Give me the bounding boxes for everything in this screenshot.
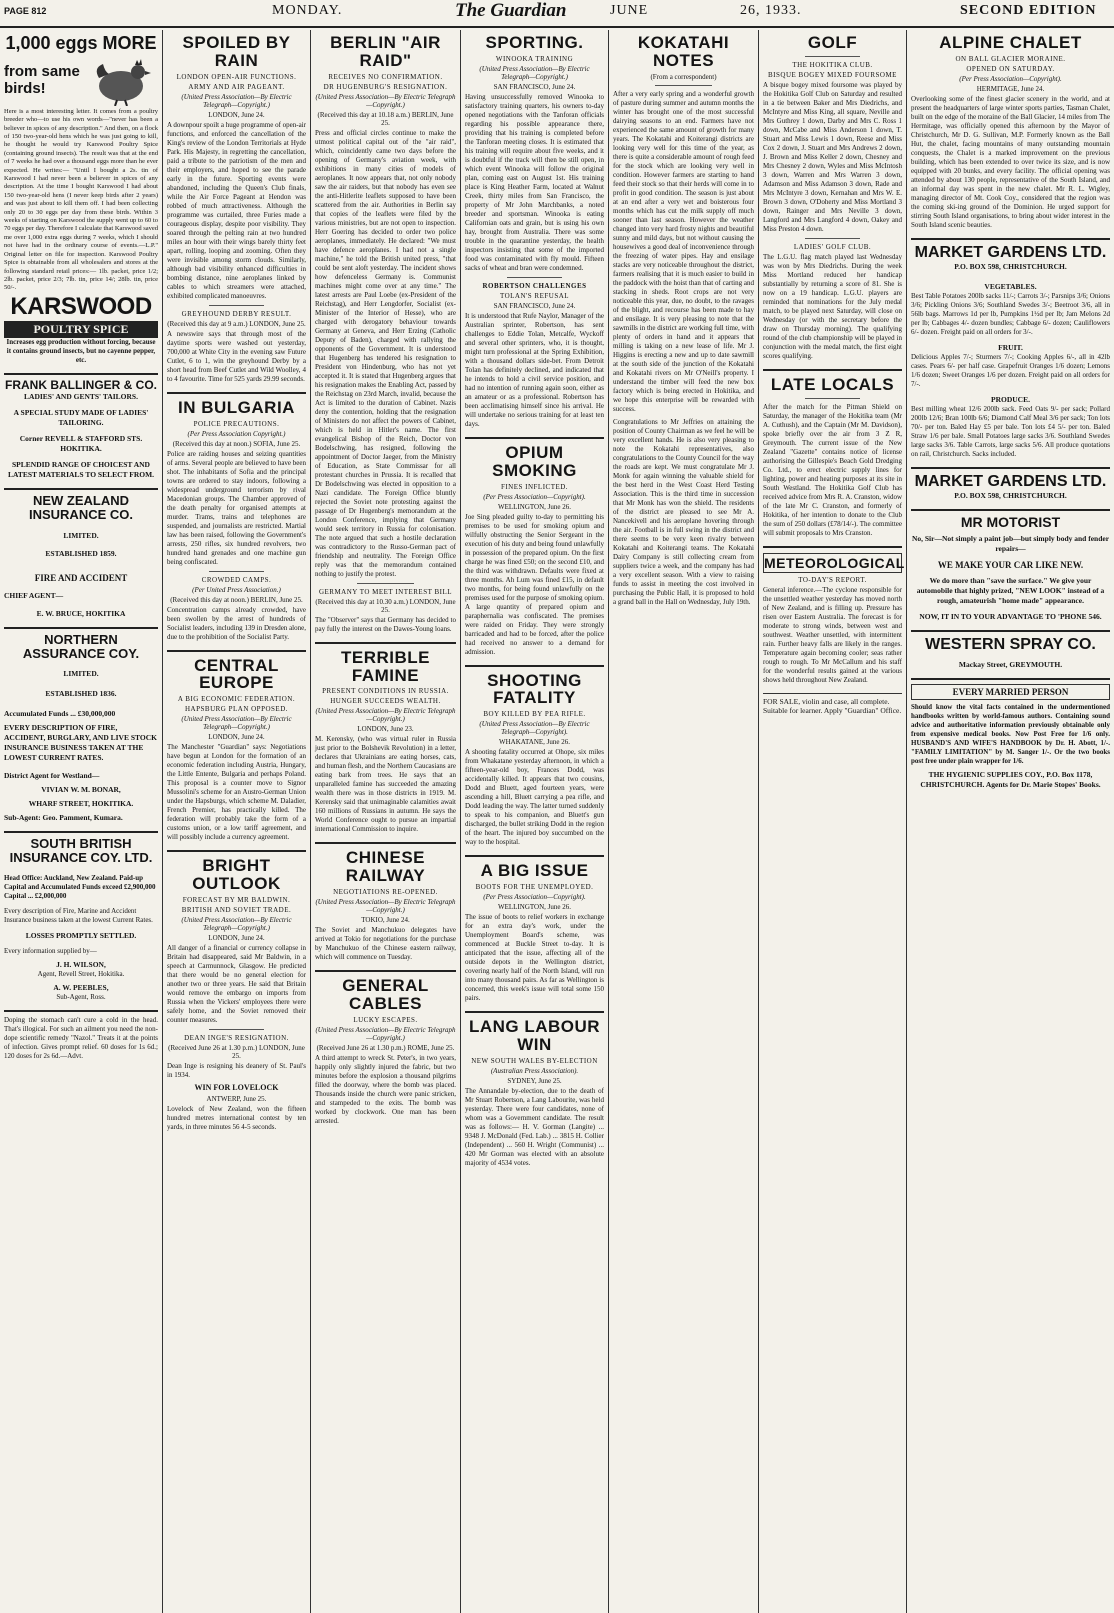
column-5: [608, 30, 758, 1613]
divider: [315, 842, 456, 844]
column-4: [460, 30, 608, 1613]
article-alpine-chalet: [911, 34, 1110, 230]
credit-line: (Australian Press Association).: [490, 1066, 579, 1075]
article-a-big-issue: [465, 862, 604, 1003]
dateline: SYDNEY, June 25.: [507, 1076, 562, 1085]
headline: GOLF: [807, 33, 858, 52]
ballinger-line-3: Corner REVELL & STAFFORD STS. HOKITIKA.: [19, 433, 143, 453]
credit-line: (United Press Association—By Electric Telegraph—Copyright.): [315, 1025, 456, 1042]
ballinger-line-4: SPLENDID RANGE OF CHOICEST AND LATEST MATERIALS TO SELECT FROM.: [7, 459, 155, 479]
article-golf: [763, 34, 902, 361]
credit-line: (Per Press Association—Copyright).: [483, 893, 586, 902]
column-1: [0, 30, 162, 1613]
divider: [805, 56, 861, 57]
dateline: (Received June 26 at 1.30 p.m.) LONDON, June 25.: [168, 1043, 305, 1060]
divider: [655, 85, 711, 86]
subheading: HAPSBURG PLAN OPPOSED.: [185, 705, 288, 714]
mr-motorist-body: No, Sir—Not simply a paint job—but simply body and fender repairs—: [911, 534, 1110, 554]
subheading: HUNGER SUCCEEDS WEALTH.: [330, 697, 441, 706]
headline: SHOOTING FATALITY: [487, 670, 582, 708]
northern-assurance-ad: [4, 627, 158, 828]
article-body: Dean Inge is resigning his deanery of St. Paul's in 1934.: [167, 1061, 306, 1079]
eggs-body: Here is a most interesting letter. It comes from a poultry breeder who—to use his own words—"never has been a believer in spices of any description." And then, on a flock of 150 two-year-old hens which he was just going to kill, he thought he would try Karswood Poultry Spice (containing ground insects). The result was that at the end of 7 weeks he had over a thousand eggs more than he ever expected. He writes:— "Until I bought a 2s. tin of Karswood I had never been a believer in spices of any description. At the time I bought Karswood I had about 150 two-year-old hens (I never keep birds after 2 years) and was just about to kill them off. I had been collecting only 20 to 30 eggs per day from these birds. Within 3 weeks of starting on Karswood the supply went up to 60 to 70 eggs per day. Therefore I calculate that Karswood saved me over 1,000 extra eggs during 7 weeks, which I should not have had in the ordinary course of events.—L.P." Original letter on file for inspection. Karswood Poultry Spice is obtainable from all wholesalers and stores at the following standard retail prices:— 1lb. packet, price 1/2; 2lb. packet, price 2/3; 7lb. tin, price 14/; 28lb. tin, price 50/-.: [4, 107, 158, 292]
headline: SPORTING.: [485, 33, 584, 52]
dateline: LONDON, June 23.: [357, 725, 414, 734]
nz-insurance-line-4: CHIEF AGENT—: [4, 590, 64, 600]
hen-illustration-icon: [91, 56, 151, 106]
south-british-line-1: Head Office: Auckland, New Zealand. Paid-up Capital and Accumulated Funds exceed £2,900,000 Capital ... £2,000,000: [4, 873, 156, 900]
article-chinese-railway: [315, 849, 456, 962]
married-person-ad: [911, 678, 1110, 794]
article-body: Joe Sing pleaded guilty to-day to permitting his premises to be used for smoking opium and wilfully obstructing the Senior Sergeant in the execution of his duty and being found unlawfully in possession of the prepared opium. On the first charge he was fined £50; on the second £10, and the third was withdrawn. Defaults were fixed at three months. Ah Lum was fined £15, in default two months, for being found unlawfully on the premises used for the purpose of smoking opium. A large quantity of prepared opium and paraphernalia was confiscated. The premises were raided on Friday. They were strongly barricaded and had to be forced, after the police had received no answer to a demand for admission.: [465, 512, 604, 656]
subheading: LUCKY ESCAPES.: [353, 1015, 418, 1024]
article-body: General inference.—The cyclone responsible for the unsettled weather yesterday has moved north of New Zealand, and is filling up. Pressure has risen over Eastern Australia. The forecast is for moderate to strong winds, between west and southwest. Weather unsettled, with intermittent rain. Further heavy falls are likely in the ranges. Temperature again becoming cooler; seas rather rough to rough. To Mr McCallum and his staff for the wonderful results gained at the various shows held throughout New Zealand.: [763, 586, 902, 685]
subheading: TOLAN'S REFUSAL: [499, 291, 570, 300]
article-shooting-fatality: [465, 672, 604, 848]
credit-line: (United Press Association—By Electric Telegraph—Copyright.): [181, 92, 292, 109]
article-bright-outlook: [167, 857, 306, 1132]
masthead-month: JUNE: [610, 3, 649, 18]
karswood-spice-banner: POULTRY SPICE: [4, 321, 158, 338]
headline: ALPINE CHALET: [939, 33, 1082, 52]
credit-line: (Per Press Association—Copyright).: [483, 492, 586, 501]
married-person-footer: THE HYGIENIC SUPPLIES COY., P.O. Box 1178, CHRISTCHURCH. Agents for Dr. Marie Stopes' Books.: [920, 770, 1101, 790]
credit-line: (United Press Association—By Electric Telegraph—Copyright.): [181, 915, 292, 932]
dateline: (Received this day at 9 a.m.) LONDON, June 25.: [167, 319, 306, 328]
article-body: The Soviet and Manchukuo delegates have arrived at Tokio for negotiations for the purchase by Manchukuo of the Chinese eastern railway, which will commence on Tuesday.: [315, 926, 456, 962]
subheading: POLICE PRECAUTIONS.: [193, 419, 280, 428]
article-body: A bisque bogey mixed foursome was played by the Hokitika Golf Club on Saturday and resulted in a tie between Baker and Mrs Diedrichs, and McIntyre and Miss King, all square, Neville and Mrs Guthrey 1 down, Darby and Mrs C. Ross 1 down, McCabe and Miss Anderson 1 down, T. Stuart and Miss Lewis 1 down, Reese and Miss Cox 2 down, J. Stuart and Mrs Andrews 2 down, J. Brown and Miss Keller 2 down, Chesney and Mrs Chesney 2 down, Wyles and Miss McIntosh 3 down, Warren and Mrs Warren 3 down, Adamson and Miss Adamson 3 down, Rade and Mrs McIntyre 3 down, Kernahan and Mrs W. E. Brown 3 down, O'Doherty and Miss Mortland 3 down, Rainger and Mrs Neville 3 down, Langford and Mrs Langford 4 down, Oakey and Miss Preston 4 down.: [763, 80, 902, 233]
subheading: WINOOKA TRAINING: [495, 54, 574, 63]
western-spray-name: WESTERN SPRAY CO.: [925, 636, 1096, 654]
headline: BRIGHT OUTLOOK: [192, 856, 281, 894]
article-body: After the match for the Pitman Shield on Saturday, the manager of the Hokitika team (Mr A. Cuthush), and the Captain (Mr M. Davidson), spoke briefly over the air from 3 Z R, Greymouth. The current issue of the New Zealand "Gazette" contains notice of license authorising the Gillespie's Beach Gold Dredging Co. Ltd., to erect electric supply lines for lighting, power and heating purposes at its site in South Westland. The Hokitika Golf Club has received advice from Mrs R. A. Cranston, widow of the late Mr C. Cranston, and formerly of Hokitika, of her intention to donate to the Club the sum of 250 dollars (£78/14/-). The committee will submit proposals to Mrs Cranston.: [763, 402, 902, 537]
divider: [167, 850, 306, 852]
northern-name: NORTHERN ASSURANCE COY.: [22, 631, 140, 661]
masthead-date: 26, 1933.: [740, 3, 802, 18]
dateline: LONDON, June 24.: [208, 110, 265, 119]
south-british-line-4: Every information supplied by—: [4, 946, 97, 955]
credit-line: (United Press Association—By Electric Telegraph—Copyright.): [479, 64, 590, 81]
northern-line-4: EVERY DESCRIPTION OF FIRE, ACCIDENT, BURGLARY, AND LIVE STOCK INSURANCE BUSINESS TAKEN AT THE LOWEST CURRENT RATES.: [4, 723, 157, 763]
northern-line-2: ESTABLISHED 1836.: [45, 689, 117, 699]
subheading: ARMY AND AIR PAGEANT.: [188, 82, 285, 91]
headline: LANG LABOUR WIN: [468, 1017, 601, 1054]
columns: [0, 30, 1114, 1613]
subheading: DEAN INGE'S RESIGNATION.: [184, 1033, 289, 1042]
mr-motorist-ad: [911, 509, 1110, 626]
south-british-ad: [4, 831, 158, 1006]
subheading: BOOTS FOR THE UNEMPLOYED.: [475, 883, 594, 892]
subheading: GREYHOUND DERBY RESULT.: [181, 309, 292, 318]
dateline: (Received this day at noon.) BERLIN, June 25.: [170, 595, 303, 604]
column-3: [310, 30, 460, 1613]
divider: [209, 305, 265, 306]
article-body: Police are raiding houses and seizing quantities of arms. Several people are believed to have been shot. The inhabitants of Sofia and the principal towns are ordered to stay indoors, following a widespread underground terrorism by rival Macedonian groups. The Chamber approved of the death penalty for organised attempts at murder. Trams, trains and telephones are suspended, and journalists are restricted. Martial law has been raised, following the Government's arrests, 250 rifles, six hundred revolvers, two hundred hand grenades and one machine gun being confiscated.: [167, 449, 306, 566]
column-2: [162, 30, 310, 1613]
dateline: WELLINGTON, June 26.: [498, 903, 571, 912]
article-body: Overlooking some of the finest glacier scenery in the world, and at present the headquarters of large winter sports parties, Tasman Chalet, built on the edge of the moraine of the Ball Glacier, 14 miles from The Hermitage, was officially opened this afternoon by the Mayor of Christchurch, Mr D. G. Sullivan, M.P. Formerly known as the Ball Hut, the chalet, facing mountains of many outstanding mountain conquests, the Chalet is a marked improvement on the previous building, which has been extended to over twice its size, and is now equipped with 20 bunks, and every facility. The official opening was attended by about 130 people, representative of the South Island, and an informal day was spent in the new chalet. Mr R. L. Wigley, managing director of Mt. Cook Coy., considered that the region was the coming ski-ing ground of the Dominion. He urged support for stirring South Island organisations, to bring about wider interest in the South Island scenic beauties.: [911, 94, 1110, 229]
dateline: ANTWERP, June 25.: [206, 1094, 267, 1103]
subheading: NEW SOUTH WALES BY-ELECTION: [471, 1056, 598, 1065]
article-body: A newswire says that through most of the daytime sports were washed out yesterday, 700,000 at White City in the evening saw Future Cutlet, 6 to 1, win the greyhound Derby by a short head from Beef Cutlet and Wild Woolley, 4 to 4 favourite. Time for 525 yards 29.99 seconds.: [167, 329, 306, 383]
divider: [315, 970, 456, 972]
nz-insurance-name: NEW ZEALAND INSURANCE CO.: [28, 492, 133, 523]
mr-motorist-heading: MR MOTORIST: [960, 513, 1061, 530]
subheading: FORECAST BY MR BALDWIN.: [182, 895, 291, 904]
subheading: ON BALL GLACIER MORAINE.: [955, 54, 1066, 63]
article-berlin-air-raid: [315, 34, 456, 634]
subheading: CROWDED CAMPS.: [201, 575, 272, 584]
karswood-tagline: Increases egg production without forcing, because it contains ground insects, but no cayenne pepper, etc.: [6, 337, 156, 364]
divider: [209, 571, 265, 572]
article-spoiled-by-rain: [167, 34, 306, 384]
dateline: LONDON, June 24.: [208, 933, 265, 942]
credit-line: (United Press Association—By Electric Telegraph—Copyright.): [315, 92, 456, 109]
nz-insurance-line-2: ESTABLISHED 1859.: [45, 548, 117, 558]
divider: [805, 398, 861, 399]
article-body: The Annandale by-election, due to the death of Mr Stuart Robertson, a Lang Labourite, was held yesterday. There were four candidates, none of whom was a Government candidate. The result was as follows:— H. V. Gorman (Langite) ... 9348 J. McDonald (Fed. Lab.) ... 3815 H. Collier (Independent) ... 560 H. Wright (Communist) ... 420 Mr Gorman was elected with an absolute majority of 4534 votes.: [465, 1086, 604, 1167]
northern-line-6: VIVIAN W. M. BONAR,: [41, 785, 121, 795]
column-6: [758, 30, 906, 1613]
headline: CENTRAL EUROPE: [194, 655, 279, 693]
subheading: DR HUGENBURG'S RESIGNATION.: [323, 82, 448, 91]
article-body: It is understood that Rufe Naylor, Manager of the Australian sprinter, Robertson, has sent challenges to Eddie Tolan, Metcalfe, Wyckoff and several other sprinters, who, it is thought, might turn professional at the Spring Exhibition, with a thousand dollars side-bet. From Detroit Tolan has definitely declined, and indicated that he intends to hold a civil service position, and had no intention of running again soon, either as an amateur or as a professional. Robertson has been acclimatising himself since his arrival. He will undertake no serious training for at least ten days.: [465, 311, 604, 428]
credit-line: (United Press Association—By Electric Telegraph—Copyright.): [181, 715, 292, 732]
article-body: After a very early spring and a wonderful growth of pasture during summer and autumn months the winter has brought one of the most successful dairying seasons to an end. Farmers have not experienced the same amount of growth for many years. The Kokatahi and Koiterangi districts are looking very well for this time of the year, as there is quite a considerable amount of rough feed for the stock which are looking very well in condition. However farmers are starting to hand feed their stock so that their herds will come in to profit in good condition. The season is just about at an end after a very wet and boisterous four months which has cut the milk supply off much sooner than last season. However the weather changed into very hard frosty nights and beautiful sunny and mild days, but not without causing the housewives a good deal of inconvenience through the freezing of water pipes. Hay and ensilage stacks are very noticeable throughout the district, farmers realising that it is much easier to build in the paddock with the hoist than that of carting and stacking in sheds. Root crops are not very noticeable this year, due, no doubt, to the ravages of the blight, and recourse has been made to hay and ensilage. It is very pleasing to note that the sawmills in the district are working full time, with plenty of orders in hand and it appears that milling is taking on a new lease of life. Mr J. Higgins is erecting a new and up to date sawmill at the south side of the junction of the Kokatahi and Kokatahi rivers on Mr O'Neill's property. I understand the timber will feed the new box factory which is being erected in Hokitika, and we hope this enterprise will be rewarded with success.: [613, 89, 754, 413]
article-body: All danger of a financial or currency collapse in Britain had disappeared, said Mr Baldwin, in a speech at Carmunnock, Glasgow. He predicted that there would be no general election for another two or three years. He said that Britain would remove the embargo on imports from Russia when the Vickers' employees there were safely home, and the Soviet removed their counter measures.: [167, 943, 306, 1024]
subheading: OPENED ON SATURDAY.: [966, 64, 1055, 73]
subheading: THE HOKITIKA CLUB.: [792, 60, 873, 69]
south-british-line-8: Sub-Agent, Ross.: [56, 992, 106, 1001]
article-body: The issue of boots to relief workers in exchange for an extra day's work, under the Unemployment Board's scheme, was commenced at Buckle Street to-day. It is anticipated that the issue, affecting all of the outside depots in the Wellington district, covering nearly half of the North Island, will run into many thousand pairs. As far as Wellington is concerned, this week's issue will total some 150 pairs.: [465, 913, 604, 1003]
nazol-text: Doping the stomach can't cure a cold in the head. That's illogical. For such an ailment you need the non-dope scientific remedy "Nazol." Treats it at the points of infection. Gives prompt relief. 60 doses for 1s 6d.; 120 doses for 2s 6d.—Advt.: [4, 1015, 158, 1060]
divider: [465, 1011, 604, 1013]
dateline: (Received this day at 10.30 a.m.) LONDON, June 25.: [315, 597, 456, 614]
produce-prices: Best milling wheat 12/6 200lb sack. Feed Oats 9/- per sack; Pollard 200lb 12/6; Bran 100lb 6/6; Diamond Calf Meal 3/6 per sack; Ton lots 70/- per ton. Baled Hay £5 per bale. Ton lots £4 5/- per ton. Baled Straw 1/6 per bale. Small Potatoes large sacks 3/6. Southland Swedes large sacks 3/6. Table Carrots, large sacks 5/6. All produce quotations on rail, Christchurch. Sacks included.: [911, 404, 1110, 458]
dateline: TOKIO, June 24.: [361, 916, 410, 925]
dateline: WHAKATANE, June 26.: [499, 738, 570, 747]
article-meteorological: [763, 553, 905, 686]
article-general-cables: [315, 977, 456, 1126]
subheading: GERMANY TO MEET INTEREST BILL: [318, 587, 453, 596]
credit-line: (United Press Association—By Electric Telegraph—Copyright.): [315, 898, 456, 915]
article-body: Lovelock of New Zealand, won the fifteen hundred metres international contest by ten yards, in three minutes 56 4-5 seconds.: [167, 1104, 306, 1131]
divider: [763, 369, 902, 371]
article-body: Having unsuccessfully removed Winooka to satisfactory training quarters, his owners to-day opened negotiations with the Tanforan officials regarding his possible appearance there, providing that his training is completed before the Tanforan meeting closes. It is estimated that his training will require about five weeks, and it is doubtful if the track will then be still open, in which event Winooka will follow the original plan, coming east on August 1st. His training place is King Heather Farm, located at Walnut Creek, thirty miles from San Francisco, the property of Mr John Marchbanks, a noted breeder and sportsman. Winooka is eating Californian oats and grain, but is using his own hay, brought from Australia. There was some trouble in the quarantine yesterday, the health inspectors insisting that some of the imported food was contaminated with fly mould. Fifteen sacks of wheat and bran were condemned.: [465, 92, 604, 272]
credit-line: (United Press Association—By Electric Telegraph—Copyright).: [479, 720, 590, 737]
dateline: (Received this day at noon.) SOFIA, June 25.: [172, 439, 301, 448]
nz-insurance-ad: [4, 488, 158, 623]
market-gardens-ad: [911, 238, 1110, 463]
married-person-body: Should know the vital facts contained in the undermentioned handbooks written by world-famous authors. Containing sound advice and authoritative information previously obtainable only from expensive medical books. Now Post Free for 1/6 only. HUSBAND'S AND WIFE'S HANDBOOK by Dr. H. Abott, 1/-. "FAMILY LIMITATION" by M. Sanger 1/-. Or the two books post free under plain wrapper for 1/6.: [911, 703, 1110, 766]
article-body: Concentration camps already crowded, have been swollen by the arrest of hundreds of Socialist leaders, including 139 in Dresden alone, due to the prohibition of the Socialist Party.: [167, 605, 306, 641]
south-british-line-7: A. W. PEEBLES,: [53, 982, 109, 992]
divider: [167, 650, 306, 652]
masthead: [0, 0, 1114, 28]
masthead-edition: SECOND EDITION: [960, 3, 1097, 18]
nz-insurance-line-5: E. W. BRUCE, HOKITIKA: [36, 608, 126, 618]
article-late-locals: [763, 376, 902, 538]
western-spray-address: Mackay Street, GREYMOUTH.: [958, 660, 1063, 670]
headline: KOKATAHI NOTES: [637, 33, 730, 70]
credit-line: (Per Press Association Copyright.): [187, 429, 286, 438]
ballinger-line-2: A SPECIAL STUDY MADE OF LADIES' TAILORING.: [13, 407, 149, 427]
fruit-heading: FRUIT.: [998, 342, 1023, 352]
nz-insurance-line-3: FIRE AND ACCIDENT: [34, 572, 128, 583]
dateline: HERMITAGE, June 24.: [976, 84, 1045, 93]
article-body: The Manchester "Guardian" says: Negotiations have begun at London for the formation of an economic federation including Austria, Hungary, the Little Entente, Bulgaria and perhaps Poland. This proposal is a counter move to Signor Mussolini's scheme for an Austro-German Union under the Hapsburgs, which scheme M. Daladier, French Premier, has practically killed. The federation will probably take the form of a customs union, or a low tariff agreement, and will possibly include a currency agreement.: [167, 743, 306, 842]
south-british-line-6: Agent, Revell Street, Hokitika.: [37, 969, 125, 978]
fruit-prices: Delicious Apples 7/-; Sturmers 7/-; Cooking Apples 6/-, all in 42lb cases. Pears 6/- per half case. Grapefruit Oranges 1/6 dozen; Lemons 1/6 dozen; Sweet Oranges 1/6 per dozen. Freight paid on all orders for 7/-.: [911, 352, 1110, 388]
subheading: FINES INFLICTED.: [500, 482, 569, 491]
ballinger-line-1: LADIES' AND GENTS' TAILORS.: [24, 391, 138, 401]
headline: IN BULGARIA: [178, 397, 295, 417]
headline: SPOILED BY RAIN: [182, 33, 291, 70]
northern-line-8: Sub-Agent: Geo. Pamment, Kumara.: [4, 813, 123, 823]
married-person-heading: EVERY MARRIED PERSON: [911, 684, 1110, 700]
western-spray-ad: [911, 630, 1110, 674]
article-body: Congratulations to Mr Jeffries on attaining the position of County Chairman as we feel he will be very excellent hands. He is also very pleasing to note the Kokatahi representatives, also congratulations to the County Council for the way the roads are kept. We must congratulate Mr J. Monk for again winning the valuable shield for the best herd in the West Coast Herd Testing Association. This is the third time in succession that Mr Monk has won the shield. The residents of the district are pleased to see Mr A. Nancekivell and his aeroplane hovering through the air. Football is in full swing in the district and there seems to be very keen rivalry between Kokatahi and Koiterangi teams. The Kokatahi Dairy Company is still collecting cream from suppliers twice a week, and the company has had a very excellent season. With a view to raising funds to assist in meeting the cost involved in purchasing the Public Hall, it is proposed to hold a grand ball in the Hall on Wednesday, July 19th.: [613, 417, 754, 606]
karswood-ad: [4, 30, 158, 369]
article-body: Press and official circles continue to make the utmost political capital out of the "air raid", which, coincidently came two days before the opening of Germany's aviation week, with exhibitions in many cities of models of aeroplanes. It now appears that, not only nobody saw the air raiders, but that nobody has even see the anti-Hitlerite leaflets supposed to have been scattered from the air. Authorities in Berlin say that copies of the leaflets were filed by the various ministries, but are not open to inspection. Herr Goering has decided to order two police aeroplanes, immediately. He declared: "We must have defence aeroplanes. I had not a single machine," he told the British united press, "that could be sent aloft yesterday. The incident shows how defenceless Germany is. Communist machines might come over at any time." The latest arrests are Paul Loebe (ex-President of the Reichstag), and Herr Lengdorfer, Socialist (ex-Minister of the Interior of Hesse), who are charged with derogatory behaviour towards Germany at Geneva, and Herr Erzing (Catholic Deputy of Baden), charged with rallying the opponents of the Government. It is understood that Hugenberg has tendered his resignation to President von Hindenburg, who has not yet accepted it. It is stated that Hugenberg argues that his resignation makes the Enabling Act, passed by the Reichstag on 23rd March, invalid, because the Act is limited to the duration of Cabinet. Nazis deny the contention, holding that the resignation of Ministers do not affect the powers of Cabinet, which is held in Hitler's name. The first evangelical Bishop of the Reich, Doctor von Bodelschwing, has resigned, following the appointment of Doctor Jaeger, from the Ministry of Education, as State Commissar for all protestant churches in Prussia. It is recalled that Dr Bodelschwing was elected in opposition to a Nazi candidate. The Foreign Office bluntly rejected the Soviet note protesting against the passage of Dr Hugenberg's memorandum at the London Conference, implying that Germany would seek territory in Russia for colonisation. The note argued that such a hostile declaration was contradictory to the Russo-German pact of friendship and neutrality. The Foreign Office reply was that the memorandum contained nothing to justify the protest.: [315, 128, 456, 578]
subheading: NEGOTIATIONS RE-OPENED.: [333, 888, 438, 897]
credit-line: (Per Press Association—Copyright).: [959, 74, 1062, 83]
credit-line: (United Press Association—By Electric Telegraph—Copyright.): [315, 707, 456, 724]
divider: [805, 238, 861, 239]
column-7: [906, 30, 1114, 1613]
headline: BERLIN "AIR RAID": [330, 33, 441, 70]
divider: [357, 583, 413, 584]
article-in-bulgaria: [167, 399, 306, 642]
article-terrible-famine: [315, 649, 456, 835]
ballinger-ad: [4, 373, 158, 484]
article-body: A downpour spoilt a huge programme of open-air functions, and enforced the cancellation of the King's review of the London Territorials at Hyde Park. His Majesty, in regretting the cancellation, paid a tribute to the patriotism of the men and their employers, and hoped to see the parade early in the future. Sporting events were abandoned, including the Queen's Club finals, while the Air Force Pageant at Hendon was robbed of much attractiveness. Although the programme was curtailed, three Furies made a courageous display, despite poor visibility. They soared through the pelting rain at two hundred miles an hour with their wings barely thirty feet apart, rolling, looping and zooming. Often they were invisible among storm clouds. Similarly, although bad visibility enhanced difficulties in bombing distance, nine aeroplanes linked by cables to which streamers were attached, exhibited complicated manoeuvres.: [167, 120, 306, 300]
article-lang-labour-win: [465, 1018, 604, 1168]
subheading: WIN FOR LOVELOCK: [194, 1082, 279, 1092]
headline: OPIUM SMOKING: [492, 442, 577, 480]
article-body: M. Kerensky, (who was virtual ruler in Russia just prior to the Bolshevik Revolution) in a letter, declares that Ukrainians are eating horses, cats, and human flesh, and the Northern Caucasians are eating bark from trees. He says that an unparalleled famine has succeeded the amazing wealth there was in those districts in 1919. M. Kerensky said that unimaginable calamities await 160 millions of Russians in autumn. He says the World Conference ought to pursue an impartial international Commission to inquire.: [315, 735, 456, 834]
south-british-line-2: Every description of Fire, Marine and Accident Insurance business taken at the lowest Current Rates.: [4, 906, 153, 924]
divider: [209, 1029, 265, 1030]
south-british-name: SOUTH BRITISH INSURANCE COY. LTD.: [9, 836, 153, 866]
northern-line-1: LIMITED.: [63, 669, 99, 679]
headline: LATE LOCALS: [770, 374, 895, 394]
dateline: (Received this day at 10.18 a.m.) BERLIN, June 25.: [317, 110, 454, 127]
divider: [315, 642, 456, 644]
divider: [763, 546, 902, 548]
page-number: PAGE 812: [4, 6, 47, 16]
dateline: LONDON, June 24.: [208, 733, 265, 742]
subheading: (From a correspondent): [650, 72, 717, 81]
subheading: PRESENT CONDITIONS IN RUSSIA.: [322, 687, 449, 696]
article-opium-smoking: [465, 444, 604, 657]
dateline: SAN FRANCISCO, June 24.: [493, 301, 576, 310]
subheading: BRITISH AND SOVIET TRADE.: [181, 905, 292, 914]
divider: [465, 855, 604, 857]
mr-motorist-body-2: We do more than "save the surface." We give your automobile that highly prized, "NEW LOOK" instead of a rough, amateurish "home made" appearance.: [916, 576, 1105, 606]
nazol-ad: [4, 1010, 158, 1065]
article-body: The "Observer" says that Germany has decided to pay fully the interest on the Dawes-Young loans.: [315, 615, 456, 633]
northern-line-7: WHARF STREET, HOKITIKA.: [28, 799, 134, 809]
south-british-line-5: J. H. WILSON,: [56, 959, 106, 969]
subheading: TO-DAY'S REPORT.: [798, 576, 867, 585]
divider: [167, 392, 306, 394]
article-kokatahi-notes: [613, 34, 754, 607]
dateline: WELLINGTON, June 26.: [498, 502, 571, 511]
karswood-logo: KARSWOOD: [10, 292, 152, 320]
subheading: LONDON OPEN-AIR FUNCTIONS.: [176, 72, 297, 81]
divider: [507, 277, 563, 278]
subheading: A BIG ECONOMIC FEDERATION.: [177, 695, 296, 704]
mr-motorist-phone: NOW, IT IN TO YOUR ADVANTAGE TO 'PHONE 546.: [919, 612, 1102, 622]
subheading: BOY KILLED BY PEA RIFLE.: [483, 710, 586, 719]
headline: TERRIBLE FAMINE: [341, 647, 430, 685]
masthead-day: MONDAY.: [272, 3, 343, 18]
headline: A BIG ISSUE: [480, 861, 589, 881]
produce-heading: PRODUCE.: [991, 394, 1030, 404]
headline: METEOROLOGICAL: [763, 553, 902, 574]
subheading: LADIES' GOLF CLUB.: [793, 242, 872, 251]
market-gardens-box: P.O. BOX 598, CHRISTCHURCH.: [954, 490, 1067, 500]
south-british-line-3: LOSSES PROMPTLY SETTLED.: [25, 930, 137, 940]
mr-motorist-new: WE MAKE YOUR CAR LIKE NEW.: [937, 560, 1084, 571]
article-sporting: [465, 34, 604, 429]
article-central-europe: [167, 657, 306, 843]
vegetables-heading: VEGETABLES.: [984, 281, 1037, 291]
subheading: ROBERTSON CHALLENGES: [482, 281, 587, 290]
market-gardens-ad-2: [911, 467, 1110, 505]
divider: [465, 437, 604, 439]
market-gardens-name: MARKET GARDENS LTD.: [914, 472, 1107, 490]
article-body: A third attempt to wreck St. Peter's, in two years, happily only slightly injured the fabric, but two minutes before the explosion a thousand pilgrims filled the doorway, where the bomb was placed. Thousands inside the church were panic stricken, and stampeded to the exits. The bomb was worked by clockwork. One man has been arrested.: [315, 1053, 456, 1125]
divider: [465, 665, 604, 667]
article-body: The L.G.U. flag match played last Wednesday was won by Mrs Diedrichs. During the week Miss Mortland reduced her handicap substantially by returning a score of 81. She is now on a 19 handicap. L.G.U. players are reminded that nominations for the July medal match, to be played next Saturday, will close on Wednesday (or with the secretary before the draw on Thursday morning). The qualifying round of the club championship will be played in conjunction with the medal match, the first eight scores qualifying.: [763, 252, 902, 360]
masthead-title: The Guardian: [455, 0, 567, 21]
eggs-subheadline: from same birds!: [4, 63, 80, 97]
ballinger-name: FRANK BALLINGER & CO.: [5, 377, 157, 392]
northern-line-5: District Agent for Westland—: [4, 771, 100, 781]
northern-line-3: Accumulated Funds ... £30,000,000: [4, 709, 116, 719]
nz-insurance-line-1: LIMITED.: [63, 530, 99, 540]
article-body: A shooting fatality occurred at Ohope, six miles from Whakatane yesterday afternoon, in which a fifteen-year-old boy, Frances Dodd, was accidentally killed. It appears that two cousins, Dodd and Bluett, aged fourteen years, were ascending a hill, Bluett carrying a pea rifle, and Dodd leading the way. The latter turned suddenly to speak to his companion, and Bluett's gun discharged, the bullet striking Dodd in the region of the heart. The injured boy succumbed on the way to the hospital.: [465, 748, 604, 847]
headline: GENERAL CABLES: [342, 976, 429, 1013]
market-gardens-name: MARKET GARDENS LTD.: [914, 243, 1107, 261]
credit-line: (Per United Press Association.): [192, 585, 281, 594]
for-sale-notice: FOR SALE, violin and case, all complete. Suitable for learner. Apply "Guardian" Office.: [763, 693, 902, 715]
headline: CHINESE RAILWAY: [345, 848, 426, 886]
vegetables-prices: Best Table Potatoes 200lb sacks 11/-; Carrots 3/-; Parsnips 3/6; Onions 3/6; Pickling Onions 3/6; Southland Swedes 3/-; Beetroot 3/6, all in 56lb bags. Marrows 1d per lb, Pumpkins 1½d per lb; Jam Melons 2d per lb; Cabbages 4/- dozen bundles; Cabbage 6/- dozen; Cauliflowers 6/- dozen. Freight paid on all orders for 3/-.: [911, 291, 1110, 336]
dateline: (Received June 26 at 1.30 p.m.) ROME, June 25.: [316, 1043, 455, 1052]
market-gardens-box: P.O. BOX 598, CHRISTCHURCH.: [954, 261, 1067, 271]
subheading: BISQUE BOGEY MIXED FOURSOME: [768, 70, 897, 79]
dateline: SAN FRANCISCO, June 24.: [493, 82, 576, 91]
subheading: RECEIVES NO CONFIRMATION.: [328, 72, 443, 81]
eggs-headline: 1,000 eggs MORE: [5, 33, 157, 53]
